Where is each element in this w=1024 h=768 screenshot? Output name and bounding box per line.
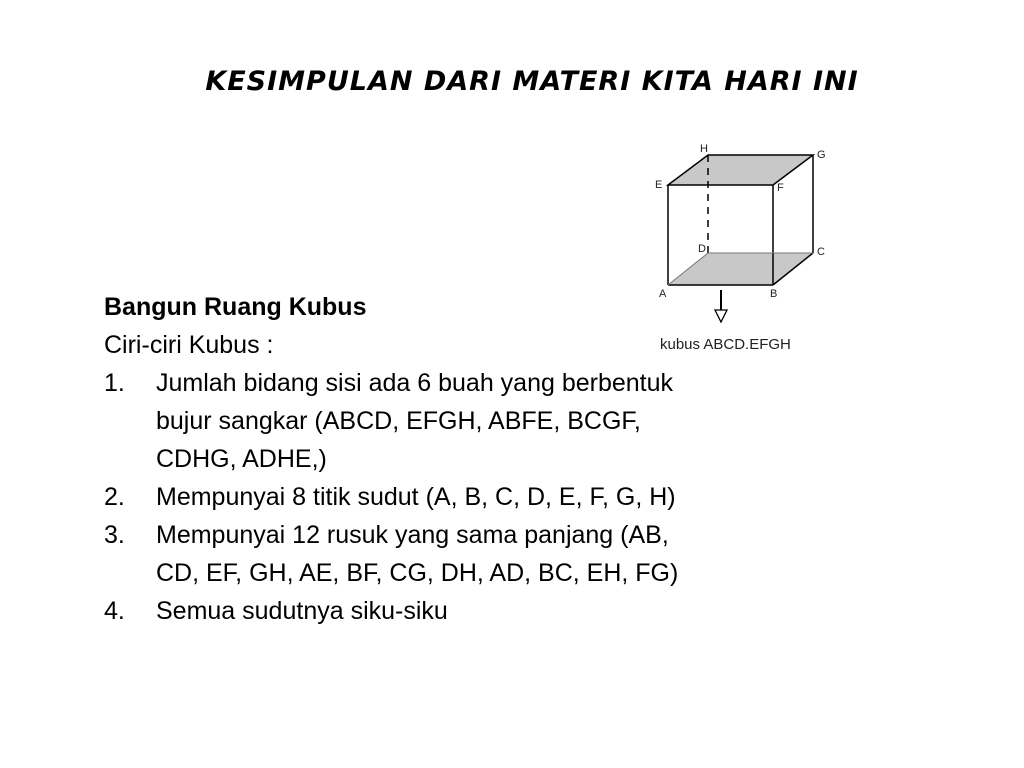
list-text bbox=[156, 478, 824, 516]
list-text bbox=[156, 516, 824, 592]
slide-title: KESIMPULAN DARI MATERI KITA HARI INI bbox=[205, 66, 859, 97]
section-heading: Bangun Ruang Kubus bbox=[104, 293, 367, 321]
list-item bbox=[104, 364, 824, 478]
label-g: G bbox=[817, 149, 826, 161]
label-b: B bbox=[770, 288, 778, 300]
list-number: 4. bbox=[104, 597, 125, 625]
list-line: CDHG, ADHE,) bbox=[156, 445, 327, 473]
list-text bbox=[156, 364, 824, 478]
label-d: D bbox=[698, 243, 706, 255]
list-item bbox=[104, 592, 824, 630]
label-e: E bbox=[655, 179, 663, 191]
list-line: CD, EF, GH, AE, BF, CG, DH, AD, BC, EH, FG) bbox=[156, 559, 679, 587]
list-item bbox=[104, 516, 824, 592]
list-number: 1. bbox=[104, 369, 125, 397]
list-line: Mempunyai 12 rusuk yang sama panjang (AB, bbox=[156, 521, 669, 549]
section-subheading: Ciri-ciri Kubus : bbox=[104, 331, 274, 359]
characteristics-list bbox=[104, 364, 824, 630]
label-h: H bbox=[700, 143, 708, 155]
figure-caption: kubus ABCD.EFGH bbox=[660, 336, 791, 353]
face-efgh bbox=[668, 155, 813, 185]
list-number: 2. bbox=[104, 483, 125, 511]
label-a: A bbox=[659, 288, 667, 300]
list-number: 3. bbox=[104, 521, 125, 549]
list-text bbox=[156, 592, 824, 630]
list-item bbox=[104, 478, 824, 516]
list-line: Jumlah bidang sisi ada 6 buah yang berbentuk bbox=[156, 369, 674, 397]
list-line: Semua sudutnya siku-siku bbox=[156, 597, 448, 625]
list-line: bujur sangkar (ABCD, EFGH, ABFE, BCGF, bbox=[156, 407, 641, 435]
face-abcd bbox=[668, 253, 813, 285]
list-line: Mempunyai 8 titik sudut (A, B, C, D, E, F, G, H) bbox=[156, 483, 676, 511]
label-f: F bbox=[777, 182, 784, 194]
content-body bbox=[104, 288, 824, 630]
label-c: C bbox=[817, 246, 825, 258]
